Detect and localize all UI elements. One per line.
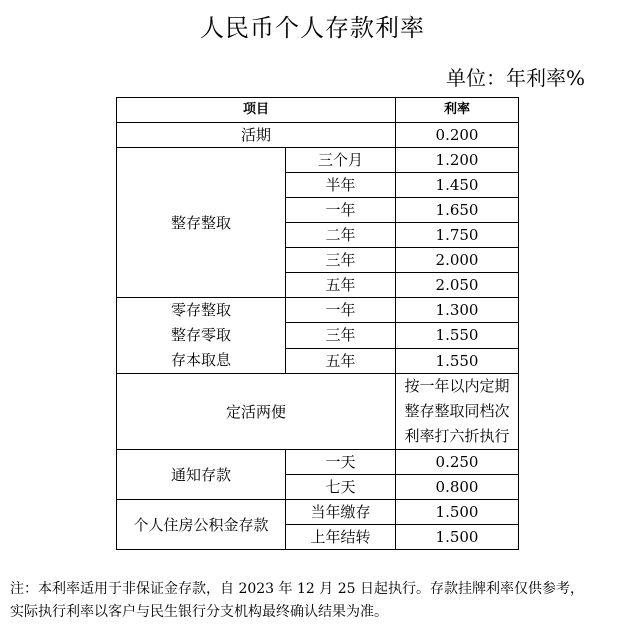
rate-cell: 0.800 [396,475,519,500]
rate-cell: 1.550 [396,323,519,348]
header-rate: 利率 [396,98,519,123]
rate-cell: 1.500 [396,525,519,550]
installment-label: 存本取息 [170,351,231,369]
rate-cell: 1.500 [396,500,519,525]
installment-labels [117,298,286,374]
term-cell: 一年 [286,198,396,223]
term-cell: 上年结转 [286,525,396,550]
table-row [117,123,519,148]
housing-fund-label: 个人住房公积金存款 [117,500,286,550]
flexible-note-line: 利率打六折执行 [404,427,510,445]
rate-cell: 1.750 [396,223,519,248]
table-row [117,450,519,475]
table-row [117,148,519,173]
footnote-line: 注：本利率适用于非保证金存款，自 2023 年 12 月 25 日起执行。存款挂牌利率仅供参考， [10,581,584,597]
rate-cell: 2.000 [396,248,519,273]
flexible-note-line: 按一年以内定期 [404,377,510,395]
term-cell: 三年 [286,323,396,348]
installment-label: 零存整取 [170,301,231,319]
flexible-note-line: 整存整取同档次 [404,402,510,420]
rate-cell: 1.650 [396,198,519,223]
table-row [117,500,519,525]
rate-table [116,97,519,550]
rate-cell: 1.450 [396,173,519,198]
demand-label: 活期 [117,123,396,148]
term-cell: 五年 [286,273,396,298]
term-cell: 三个月 [286,148,396,173]
table-row [117,374,519,450]
term-cell: 二年 [286,223,396,248]
rate-cell: 0.250 [396,450,519,475]
notice-label: 通知存款 [117,450,286,500]
term-cell: 一年 [286,298,396,323]
footnote [10,578,620,624]
flexible-note [396,374,519,450]
term-cell: 半年 [286,173,396,198]
rate-cell: 1.200 [396,148,519,173]
rate-cell: 2.050 [396,273,519,298]
unit-label: 单位：年利率% [445,66,585,90]
term-cell: 一天 [286,450,396,475]
rate-cell: 1.300 [396,298,519,323]
term-cell: 七天 [286,475,396,500]
term-cell: 当年缴存 [286,500,396,525]
flexible-label: 定活两便 [117,374,396,450]
fixed-label: 整存整取 [117,148,286,298]
table-row [117,298,519,323]
term-cell: 五年 [286,348,396,373]
table-header-row [117,98,519,123]
term-cell: 三年 [286,248,396,273]
demand-rate: 0.200 [396,123,519,148]
header-item: 项目 [117,98,396,123]
installment-label: 整存零取 [170,326,231,344]
page-title: 人民币个人存款利率 [200,14,425,42]
footnote-line: 实际执行利率以客户与民生银行分支机构最终确认结果为准。 [10,604,388,620]
rate-cell: 1.550 [396,348,519,373]
